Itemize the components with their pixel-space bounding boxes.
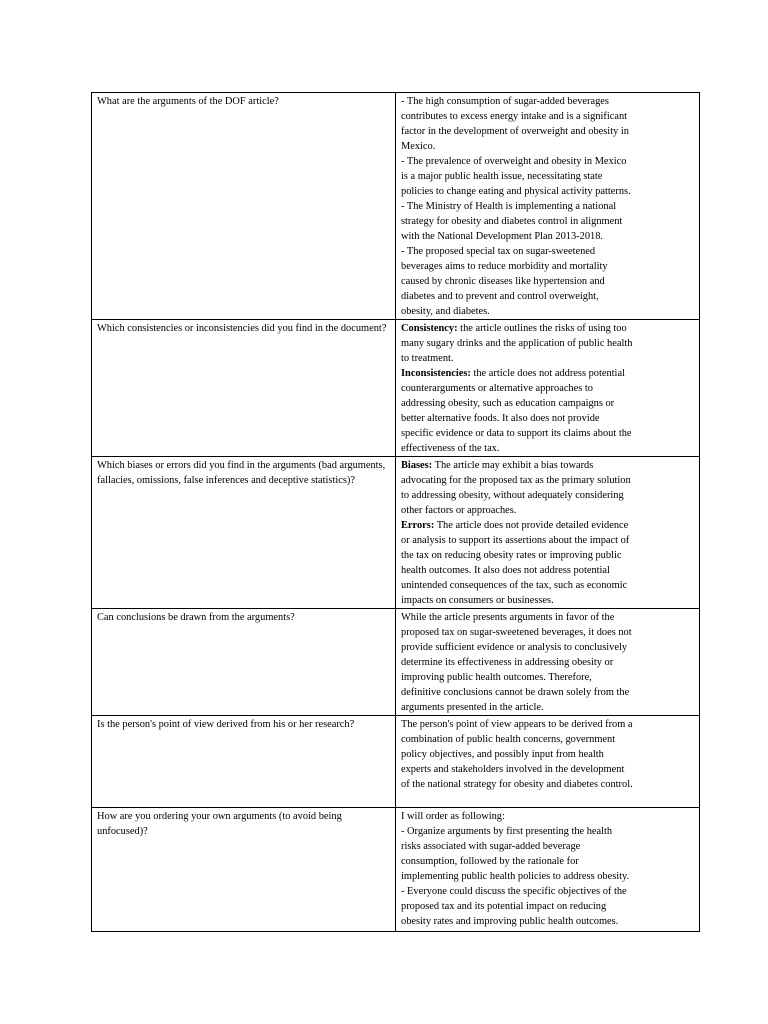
table-row [92, 457, 700, 609]
answer-line: policy objectives, and possibly input from health [401, 749, 604, 760]
answer-line: - The proposed special tax on sugar-sweetened [401, 246, 596, 257]
answer-line: - Everyone could discuss the specific objectives of the [401, 886, 627, 897]
answer-line: combination of public health concerns, government [401, 734, 616, 745]
answer-line: beverages aims to reduce morbidity and mortality [401, 261, 608, 272]
answer-cell [396, 93, 700, 320]
answer-line: definitive conclusions cannot be drawn solely from the [401, 687, 630, 698]
answer-text: the article does not address potential [470, 368, 625, 379]
answer-line: implementing public health policies to address obesity. [401, 871, 630, 882]
answer-line [401, 458, 695, 473]
table-row [92, 609, 700, 716]
answer-line: - The Ministry of Health is implementing a national [401, 201, 617, 212]
answer-line: experts and stakeholders involved in the development [401, 764, 625, 775]
answer-line [401, 321, 695, 336]
question-cell [92, 320, 396, 457]
answer-line: - The prevalence of overweight and obesity in Mexico [401, 156, 627, 167]
answer-text: The article does not provide detailed evidence [434, 520, 629, 531]
question-text: Which consistencies or inconsistencies did you find in the document? [97, 323, 387, 334]
table-row [92, 716, 700, 808]
question-text: Is the person's point of view derived from his or her research? [97, 719, 355, 730]
answer-line: to treatment. [401, 353, 454, 364]
answer-line: policies to change eating and physical activity patterns. [401, 186, 631, 197]
answer-line: risks associated with sugar-added beverage [401, 841, 581, 852]
answer-line: of the national strategy for obesity and diabetes control. [401, 779, 633, 790]
answer-line: to addressing obesity, without adequately considering [401, 490, 624, 501]
answer-line: determine its effectiveness in addressing obesity or [401, 657, 614, 668]
answer-line: contributes to excess energy intake and is a significant [401, 111, 628, 122]
answer-line: proposed tax on sugar-sweetened beverages, it does not [401, 627, 632, 638]
question-cell [92, 609, 396, 716]
answer-line: Mexico. [401, 141, 436, 152]
table-row [92, 93, 700, 320]
answer-line: proposed tax and its potential impact on reducing [401, 901, 607, 912]
answer-line: I will order as following: [401, 811, 505, 822]
question-cell [92, 716, 396, 808]
answer-line: provide sufficient evidence or analysis to conclusively [401, 642, 628, 653]
question-text: Can conclusions be drawn from the arguments? [97, 612, 295, 623]
answer-line: other factors or approaches. [401, 505, 517, 516]
answer-text: The article may exhibit a bias towards [432, 460, 594, 471]
answer-line: - Organize arguments by first presenting the health [401, 826, 613, 837]
answer-line: - The high consumption of sugar-added beverages [401, 96, 609, 107]
answer-line: health outcomes. It also does not address potential [401, 565, 610, 576]
errors-label: Errors: [401, 520, 435, 531]
answer-line [401, 366, 695, 381]
question-cell [92, 808, 396, 932]
answer-line: impacts on consumers or businesses. [401, 595, 554, 606]
answer-line: or analysis to support its assertions about the impact of [401, 535, 630, 546]
answer-line: factor in the development of overweight and obesity in [401, 126, 629, 137]
answer-text: the article outlines the risks of using too [457, 323, 627, 334]
answer-line: strategy for obesity and diabetes control in alignment [401, 216, 623, 227]
answer-line: consumption, followed by the rationale for [401, 856, 579, 867]
question-text: What are the arguments of the DOF article? [97, 96, 279, 107]
question-text: Which biases or errors did you find in the arguments (bad arguments, fallacies, omissions, false inferences and deceptive statistics)? [97, 460, 386, 486]
answer-line [401, 518, 695, 533]
answer-line: obesity, and diabetes. [401, 306, 490, 317]
answer-line: arguments presented in the article. [401, 702, 544, 713]
answer-line: counterarguments or alternative approaches to [401, 383, 593, 394]
answer-line: The person's point of view appears to be derived from a [401, 719, 633, 730]
answer-line: the tax on reducing obesity rates or improving public [401, 550, 622, 561]
question-cell [92, 93, 396, 320]
answer-line: unintended consequences of the tax, such as economic [401, 580, 628, 591]
question-text: How are you ordering your own arguments (to avoid being unfocused)? [97, 811, 342, 837]
biases-label: Biases: [401, 460, 433, 471]
consistency-label: Consistency: [401, 323, 458, 334]
question-answer-table [91, 92, 700, 932]
table-row [92, 808, 700, 932]
answer-line: advocating for the proposed tax as the primary solution [401, 475, 631, 486]
answer-line: specific evidence or data to support its claims about the [401, 428, 632, 439]
answer-line: addressing obesity, such as education campaigns or [401, 398, 615, 409]
answer-line: with the National Development Plan 2013-2018. [401, 231, 604, 242]
answer-line: improving public health outcomes. Therefore, [401, 672, 592, 683]
answer-line: is a major public health issue, necessitating state [401, 171, 603, 182]
answer-cell [396, 457, 700, 609]
answer-cell [396, 609, 700, 716]
answer-cell [396, 808, 700, 932]
answer-cell [396, 716, 700, 808]
question-cell [92, 457, 396, 609]
answer-line: many sugary drinks and the application of public health [401, 338, 633, 349]
answer-cell [396, 320, 700, 457]
inconsistencies-label: Inconsistencies: [401, 368, 471, 379]
answer-line: diabetes and to prevent and control overweight, [401, 291, 599, 302]
answer-line: While the article presents arguments in favor of the [401, 612, 615, 623]
answer-line: better alternative foods. It also does not provide [401, 413, 600, 424]
answer-line: caused by chronic diseases like hypertension and [401, 276, 605, 287]
answer-line: obesity rates and improving public health outcomes. [401, 916, 619, 927]
answer-line: effectiveness of the tax. [401, 443, 500, 454]
table-row [92, 320, 700, 457]
